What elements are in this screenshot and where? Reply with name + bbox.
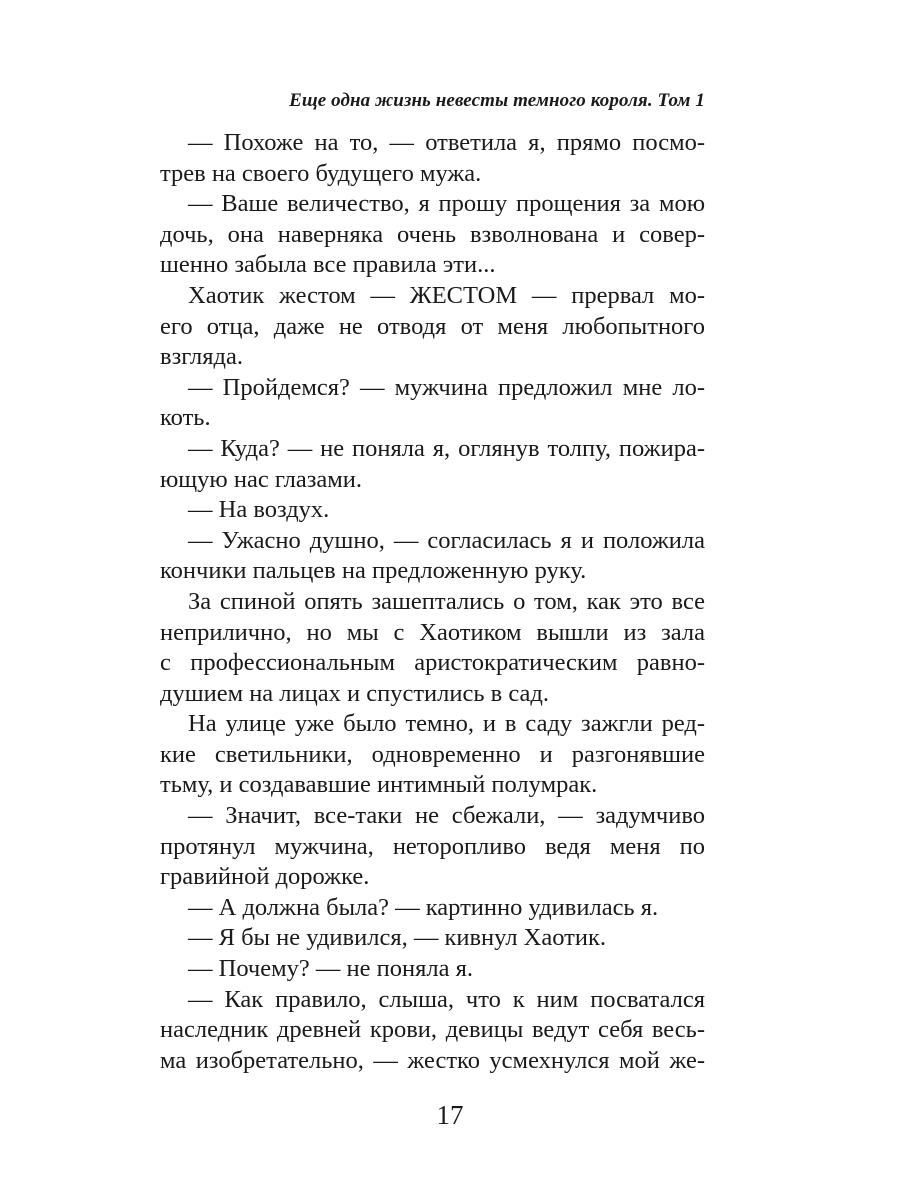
text-line: душием на лицах и спустились в сад.	[160, 679, 550, 707]
text-line: — Как правило, слыша, что к ним посватался	[188, 985, 705, 1013]
text-line: — А должна была? — картинно удивилась я.	[188, 893, 659, 921]
text-line: — Ваше величество, я прошу прощения за мою	[188, 190, 705, 218]
text-line: неприлично, но мы с Хаотиком вышли из зала	[160, 618, 705, 646]
text-line: За спиной опять зашептались о том, как это все	[188, 587, 705, 615]
text-line: — Почему? — не поняла я.	[188, 955, 473, 983]
text-line: с профессиональным аристократическим равно-	[160, 649, 705, 677]
text-line: — Похоже на то, — ответила я, прямо посмо-	[188, 129, 705, 156]
text-line: дочь, она наверняка очень взволнована и совер-	[160, 220, 705, 248]
text-line: кие светильники, одновременно и разгонявшие	[160, 740, 705, 768]
text-line: наследник древней крови, девицы ведут себя весь-	[160, 1016, 705, 1044]
text-line: коть.	[160, 404, 211, 432]
text-line: — Пройдемся? — мужчина предложил мне ло-	[188, 373, 705, 401]
text-line: — На воздух.	[188, 496, 330, 524]
text-line: взгляда.	[160, 343, 244, 371]
text-line: тьму, и создававшие интимный полумрак.	[160, 771, 598, 799]
text-line: ющую нас глазами.	[160, 465, 363, 493]
text-line: — Ужасно душно, — согласилась я и положила	[188, 526, 705, 554]
text-line: шенно забыла все правила эти...	[160, 251, 496, 279]
text-line: протянул мужчина, неторопливо ведя меня по	[160, 832, 705, 860]
text-line: его отца, даже не отводя от меня любопытного	[160, 312, 705, 340]
text-line: — Я бы не удивился, — кивнул Хаотик.	[188, 924, 607, 952]
text-line: Хаотик жестом — ЖЕСТОМ — прервал мо-	[188, 281, 705, 309]
text-line: На улице уже было темно, и в саду зажгли ред-	[188, 710, 705, 738]
body-text	[160, 128, 705, 1076]
text-line: кончики пальцев на предложенную руку.	[160, 557, 587, 585]
text-line: трев на своего будущего мужа.	[160, 159, 482, 187]
text-line: — Значит, все-таки не сбежали, — задумчиво	[188, 802, 705, 830]
text-line: ма изобретательно, — жестко усмехнулся мой же-	[160, 1046, 705, 1074]
running-head: Еще одна жизнь невесты темного короля. Том 1	[289, 90, 705, 111]
text-line: — Куда? — не поняла я, оглянув толпу, пожира-	[188, 434, 705, 462]
text-line: гравийной дорожке.	[160, 863, 370, 891]
page-number: 17	[436, 1100, 464, 1130]
